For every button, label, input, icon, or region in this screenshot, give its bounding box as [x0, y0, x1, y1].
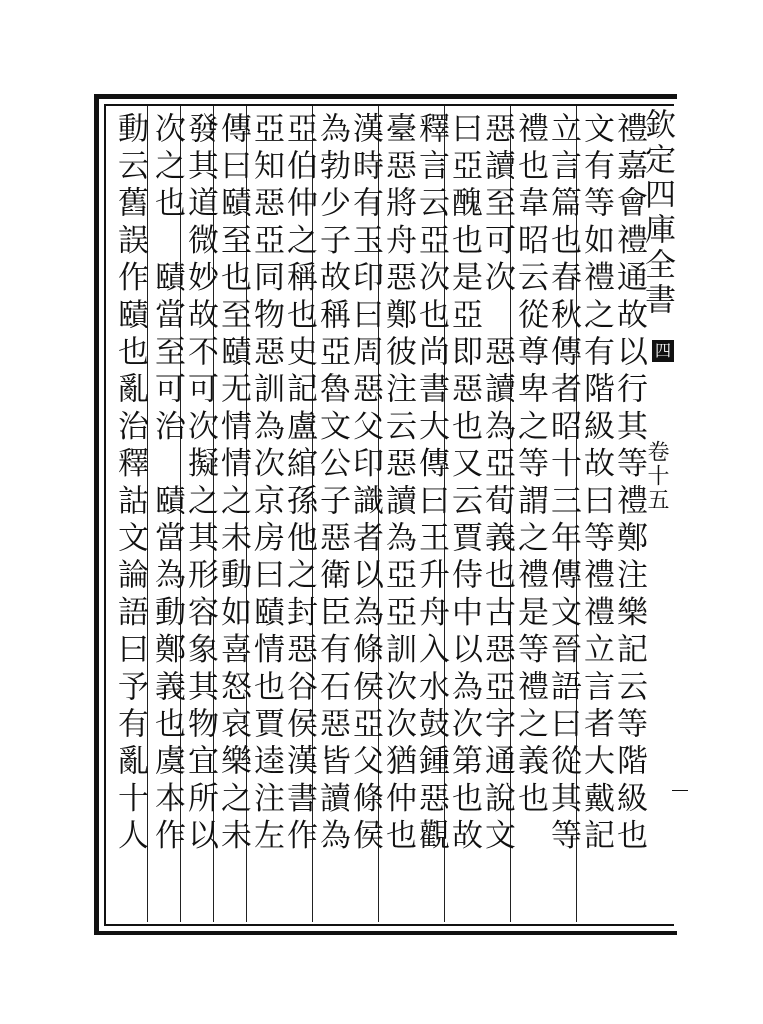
text-column-11: 亞伯仲之稱也史記盧綰孫他之封惡谷侯漢書作: [281, 112, 317, 856]
text-column-1: 禮嘉會禮通故以行其等禮鄭注樂記云等階級也: [611, 112, 647, 856]
text-column-7: 釋言云亞次也尚書大傳曰王升舟入水鼓鍾惡觀: [413, 112, 449, 856]
text-column-13: 傳曰賾至也至賾无情情之未動如喜怒哀樂之未: [215, 112, 251, 856]
text-column-14: 發其道微妙故不可次擬之其形容象其物宜所以: [182, 112, 218, 856]
margin-book-title: 欽定四庫全書: [639, 108, 675, 318]
text-column-6: 曰亞醜也是亞即惡也又云賈侍中以為次第也故: [446, 112, 482, 856]
text-column-16: 動云舊誤作賾也亂治釋詁文論語曰予有亂十人: [112, 112, 148, 856]
text-column-10: 為勃少子故稱亞魯文公子惡衛臣有石惡皆讀為: [314, 112, 350, 856]
text-column-8: 臺惡將舟惡鄭彼注云惡讀為亞亞訓次次猶仲也: [380, 112, 416, 856]
text-column-3: 立言篇也春秋傳者昭十三年傳文晉語曰從其等: [545, 112, 581, 856]
fish-tail-mark: 四: [652, 340, 674, 362]
text-column-4: 禮也韋昭云從尊卑之等謂之禮是等禮之義也: [512, 112, 548, 819]
text-column-5: 惡讀至可次 惡讀為亞荀義也古惡亞字通說文: [479, 112, 515, 856]
margin-chapter: 卷十五: [644, 440, 669, 512]
margin-stub-mark: [672, 790, 688, 791]
text-column-9: 漢時有玉印曰周惡父印識者以為條侯亞父條侯: [347, 112, 383, 856]
text-column-15: 次之也 賾當至可治 賾當為動鄭義也虞本作: [149, 112, 185, 856]
text-column-12: 亞知惡亞同物惡訓為次京房曰賾情也賈逵注左: [248, 112, 284, 856]
text-column-2: 文有等如禮之有階級故曰等禮禮立言者大戴記: [578, 112, 614, 856]
